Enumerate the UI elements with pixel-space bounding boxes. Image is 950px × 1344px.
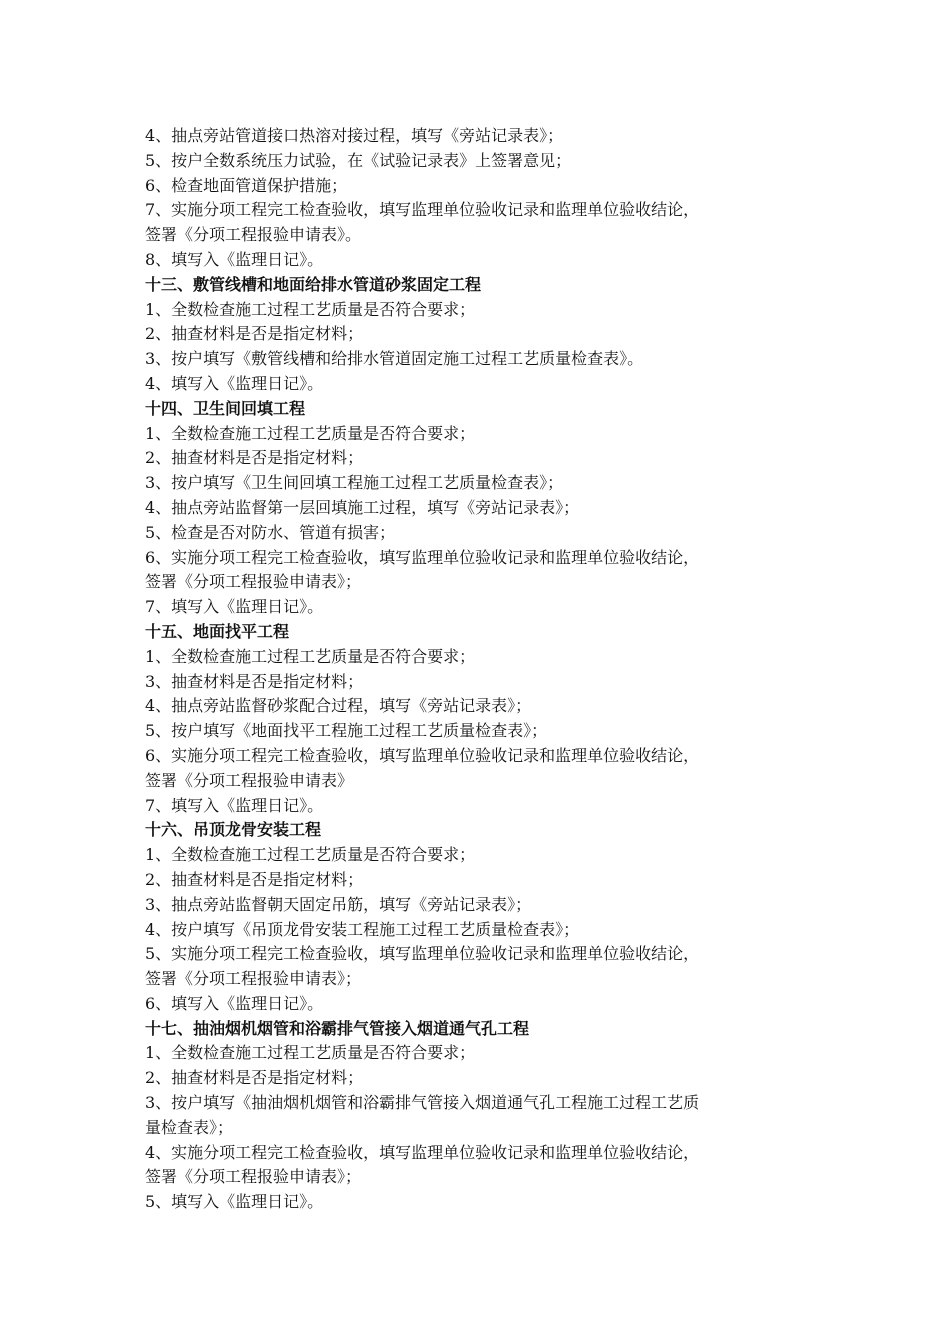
text-line: 4、抽点旁站监督第一层回填施工过程，填写《旁站记录表》； [145,497,580,517]
text-line: 5、按户填写《地面找平工程施工过程工艺质量检查表》； [145,721,548,741]
text-line: 签署《分项工程报验申请表》； [145,572,362,592]
text-line: 5、实施分项工程完工检查验收，填写监理单位验收记录和监理单位验收结论， [145,944,700,964]
text-line: 5、按户全数系统压力试验，在《试验记录表》上签署意见； [145,150,572,170]
text-line: 6、检查地面管道保护措施； [145,175,348,195]
section-heading: 十七、抽油烟机烟管和浴霸排气管接入烟道通气孔工程 [145,1018,530,1038]
text-line: 4、按户填写《吊顶龙骨安装工程施工过程工艺质量检查表》； [145,919,580,939]
section-heading: 十六、吊顶龙骨安装工程 [145,820,322,840]
text-line: 7、填写入《监理日记》。 [145,597,324,617]
text-line: 量检查表》； [145,1117,234,1137]
text-line: 2、抽查材料是否是指定材料； [145,869,364,889]
text-line: 1、全数检查施工过程工艺质量是否符合要求； [145,299,476,319]
text-line: 5、填写入《监理日记》。 [145,1192,324,1212]
text-line: 签署《分项工程报验申请表》； [145,1167,362,1187]
text-line: 签署《分项工程报验申请表》。 [145,225,362,245]
text-line: 6、填写入《监理日记》。 [145,993,324,1013]
text-line: 3、抽点旁站监督朝天固定吊筋，填写《旁站记录表》； [145,894,532,914]
text-line: 3、按户填写《卫生间回填工程施工过程工艺质量检查表》； [145,473,564,493]
section-heading: 十三、敷管线槽和地面给排水管道砂浆固定工程 [145,274,482,294]
section-heading: 十五、地面找平工程 [145,621,290,641]
text-line: 1、全数检查施工过程工艺质量是否符合要求； [145,646,476,666]
text-line: 3、抽查材料是否是指定材料； [145,671,364,691]
text-line: 4、填写入《监理日记》。 [145,373,324,393]
document-body [145,124,825,1215]
text-line: 1、全数检查施工过程工艺质量是否符合要求； [145,845,476,865]
text-line: 4、实施分项工程完工检查验收，填写监理单位验收记录和监理单位验收结论， [145,1142,700,1162]
text-line: 4、抽点旁站监督砂浆配合过程，填写《旁站记录表》； [145,696,532,716]
text-line: 2、抽查材料是否是指定材料； [145,324,364,344]
text-line: 2、抽查材料是否是指定材料； [145,448,364,468]
text-line: 6、实施分项工程完工检查验收，填写监理单位验收记录和监理单位验收结论， [145,547,700,567]
section-heading: 十四、卫生间回填工程 [145,398,306,418]
text-line: 6、实施分项工程完工检查验收，填写监理单位验收记录和监理单位验收结论， [145,745,700,765]
text-line: 3、按户填写《敷管线槽和给排水管道固定施工过程工艺质量检查表》。 [145,349,644,369]
text-line: 3、按户填写《抽油烟机烟管和浴霸排气管接入烟道通气孔工程施工过程工艺质 [145,1093,700,1113]
text-line: 1、全数检查施工过程工艺质量是否符合要求； [145,423,476,443]
text-line: 7、实施分项工程完工检查验收，填写监理单位验收记录和监理单位验收结论， [145,200,700,220]
text-line: 5、检查是否对防水、管道有损害； [145,522,396,542]
text-line: 4、抽点旁站管道接口热溶对接过程，填写《旁站记录表》； [145,126,564,145]
text-line: 签署《分项工程报验申请表》； [145,969,362,989]
text-line: 8、填写入《监理日记》。 [145,249,324,269]
text-line: 7、填写入《监理日记》。 [145,795,324,815]
text-line: 2、抽查材料是否是指定材料； [145,1068,364,1088]
text-line: 签署《分项工程报验申请表》 [145,770,354,790]
text-line: 1、全数检查施工过程工艺质量是否符合要求； [145,1043,476,1063]
